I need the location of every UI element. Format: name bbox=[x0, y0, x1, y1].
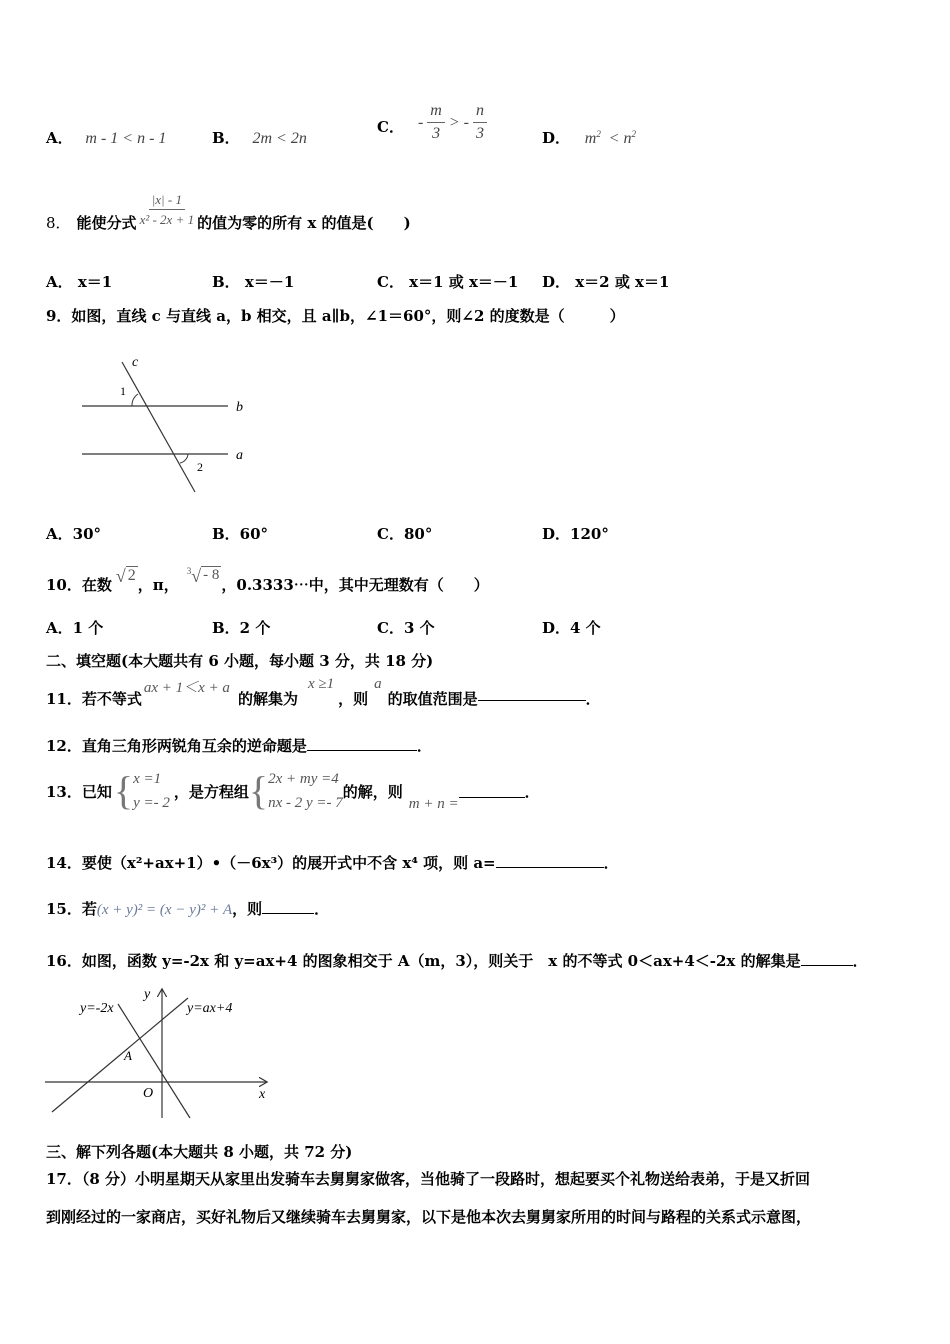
q11-answer-blank[interactable] bbox=[478, 688, 586, 701]
q16-text: 16．如图，函数 y=-2x 和 y=ax+4 的图象相交于 A（m，3），则关于 x 的不等式 0＜ax+4＜-2x 的解集是 bbox=[46, 952, 801, 970]
q15-expr: (x + y)² = (x − y)² + A bbox=[96, 902, 233, 918]
q8-fraction-num: |x| - 1 bbox=[149, 193, 185, 210]
q10-option-d: D．4 个 bbox=[542, 619, 601, 637]
q10-suffix: ，0.3333⋯中，其中无理数有（ ） bbox=[221, 576, 489, 594]
q7-option-c-frac2-num: n bbox=[473, 103, 487, 123]
q10-cbrt-sign: √ bbox=[191, 566, 202, 586]
q16-label-y-ax4: y=ax+4 bbox=[187, 1001, 233, 1016]
q8-fraction-den: x² - 2x + 1 bbox=[139, 212, 195, 227]
q17-line-1: 17．（8 分）小明星期天从家里出发骑车去舅舅家做客，当他骑了一段路时，想起要买个礼物送给表弟，于是又折回 bbox=[46, 1170, 811, 1188]
q13-system-1-line-2: y =- 2 bbox=[133, 795, 170, 811]
q15-suffix: ，则 bbox=[232, 900, 263, 918]
q11-stem bbox=[46, 676, 601, 709]
q10-sqrt-sign: √ bbox=[115, 566, 126, 586]
q8-stem bbox=[46, 186, 411, 233]
q9-option-b: B．60° bbox=[212, 525, 269, 543]
q13-stem bbox=[46, 767, 540, 815]
q13-system-1-lines bbox=[133, 767, 170, 815]
q10-sqrt bbox=[116, 566, 138, 587]
q14-end: ． bbox=[603, 854, 619, 872]
q7-option-b-expr: 2m < 2n bbox=[252, 130, 307, 147]
q10-option-b: B．2 个 bbox=[212, 619, 271, 637]
q13-system-2-line-1: 2x + my =4 bbox=[268, 771, 339, 787]
q7-option-c-frac2 bbox=[473, 103, 487, 142]
q7-option-b bbox=[212, 127, 307, 148]
q8-number: 8． bbox=[46, 214, 71, 232]
q8-prefix: 能使分式 bbox=[76, 214, 137, 232]
q7-option-d-lt: < n bbox=[608, 130, 632, 147]
q7-option-a-label: A． bbox=[46, 129, 73, 147]
q8-fraction bbox=[137, 193, 198, 226]
q10-cbrt-index: 3 bbox=[186, 566, 192, 576]
q11-solution: x ≥1 bbox=[307, 676, 335, 692]
q7-option-c-frac1 bbox=[427, 103, 445, 142]
q13-system-1-line-1: x =1 bbox=[133, 771, 162, 787]
q8-option-b: B． x＝－1 bbox=[212, 273, 295, 291]
q10-option-a: A．1 个 bbox=[46, 619, 104, 637]
q9-option-d: D．120° bbox=[542, 525, 609, 543]
q11-inequality: ax + 1＜x + a bbox=[143, 680, 230, 696]
q10-stem bbox=[46, 558, 489, 595]
q9-label-a: a bbox=[236, 448, 243, 463]
q7-option-d-sup2: 2 bbox=[631, 129, 636, 139]
q9-label-1: 1 bbox=[120, 384, 126, 398]
q13-system-2 bbox=[249, 767, 343, 815]
q10-sqrt-value: 2 bbox=[127, 567, 136, 584]
q11-prefix: 11．若不等式 bbox=[46, 690, 142, 708]
q11-variable: a bbox=[374, 676, 382, 692]
q9-option-a: A．30° bbox=[46, 525, 102, 543]
q15-prefix: 15．若 bbox=[46, 900, 97, 918]
q9-label-2: 2 bbox=[197, 460, 203, 474]
q9-stem: 9．如图，直线 c 与直线 a，b 相交，且 a∥b，∠1＝60°，则∠2 的度数是（ ） bbox=[46, 307, 625, 325]
q9-line-c bbox=[122, 362, 195, 492]
q8-option-d: D． x＝2 或 x＝1 bbox=[542, 273, 670, 291]
q15-stem bbox=[46, 898, 329, 919]
q16-label-y: y bbox=[144, 987, 151, 1002]
q11-mid2: ，则 bbox=[338, 690, 369, 708]
q10-cbrt bbox=[187, 566, 222, 587]
q11-end: ． bbox=[585, 690, 601, 708]
q16-label-y-neg2x: y=-2x bbox=[80, 1001, 114, 1016]
q12-end: ． bbox=[416, 737, 432, 755]
q12-answer-blank[interactable] bbox=[307, 738, 417, 751]
q7-option-c bbox=[377, 103, 487, 142]
q9-label-c: c bbox=[132, 355, 139, 370]
q13-answer-blank[interactable] bbox=[459, 785, 525, 798]
q14-stem bbox=[46, 852, 619, 873]
q16-label-O: O bbox=[143, 1086, 154, 1101]
q13-system-2-brace: { bbox=[248, 768, 269, 813]
q13-system-1-brace: { bbox=[113, 768, 134, 813]
q14-text: 14．要使（x²+ax+1）•（－6x³）的展开式中不含 x⁴ 项，则 a= bbox=[46, 854, 496, 872]
q10-option-c: C．3 个 bbox=[377, 619, 435, 637]
section-2-heading: 二、填空题(本大题共有 6 小题，每小题 3 分，共 18 分) bbox=[46, 652, 434, 670]
q7-option-c-label: C． bbox=[377, 118, 404, 136]
q16-end: ． bbox=[852, 952, 868, 970]
q7-option-d-m: m bbox=[584, 130, 597, 147]
q13-system-1 bbox=[114, 767, 170, 815]
q7-option-d-label: D． bbox=[542, 129, 571, 147]
q7-option-d-sup1: 2 bbox=[596, 129, 601, 139]
q13-suffix: 的解，则 bbox=[342, 782, 403, 801]
q12-stem bbox=[46, 735, 432, 756]
q12-text: 12．直角三角形两锐角互余的逆命题是 bbox=[46, 737, 307, 755]
q7-option-d bbox=[542, 127, 636, 148]
q14-answer-blank[interactable] bbox=[496, 855, 604, 868]
q15-answer-blank[interactable] bbox=[262, 901, 314, 914]
q16-answer-blank[interactable] bbox=[801, 953, 853, 966]
q7-option-b-label: B． bbox=[212, 129, 240, 147]
q13-system-2-line-2: nx - 2 y =- 7 bbox=[268, 795, 343, 811]
q15-end: ． bbox=[314, 900, 330, 918]
q8-suffix: 的值为零的所有 x 的值是( ) bbox=[197, 214, 411, 232]
q9-figure bbox=[70, 348, 260, 498]
section-3-heading: 三、解下列各题(本大题共 8 小题，共 72 分) bbox=[46, 1143, 353, 1161]
q16-label-x: x bbox=[259, 1087, 266, 1102]
q13-mid: ，是方程组 bbox=[173, 782, 249, 801]
q7-option-c-neg: - bbox=[417, 113, 424, 131]
q16-label-A: A bbox=[124, 1048, 132, 1063]
q11-suffix: 的取值范围是 bbox=[387, 690, 478, 708]
q7-option-a bbox=[46, 127, 166, 148]
q7-option-c-gt: > - bbox=[448, 113, 469, 131]
q13-expr: m + n = bbox=[408, 795, 459, 812]
q17-line-2: 到刚经过的一家商店，买好礼物后又继续骑车去舅舅家，以下是他本次去舅舅家所用的时间与路程的关系式示意图， bbox=[46, 1208, 812, 1226]
q9-option-c: C．80° bbox=[377, 525, 433, 543]
q9-label-b: b bbox=[236, 400, 243, 415]
q13-system-2-lines bbox=[268, 767, 343, 815]
q13-prefix: 13．已知 bbox=[46, 782, 112, 801]
q9-angle-2-arc bbox=[180, 454, 188, 463]
q16-line-y-ax4 bbox=[52, 998, 188, 1112]
q16-figure bbox=[40, 982, 280, 1122]
q11-mid: 的解集为 bbox=[237, 690, 298, 708]
q7-option-c-frac1-num: m bbox=[427, 103, 445, 123]
q9-angle-1-arc bbox=[132, 394, 138, 406]
q8-option-a: A． x＝1 bbox=[46, 273, 113, 291]
q7-option-c-frac1-den: 3 bbox=[432, 125, 441, 142]
q7-option-c-frac2-den: 3 bbox=[475, 125, 484, 142]
q16-stem bbox=[46, 950, 868, 971]
q8-option-c: C． x＝1 或 x＝－1 bbox=[377, 273, 519, 291]
q7-option-a-expr: m - 1 < n - 1 bbox=[85, 130, 167, 147]
q13-end: ． bbox=[524, 782, 540, 801]
q10-mid: ，π， bbox=[137, 576, 179, 594]
q10-cbrt-value: - 8 bbox=[203, 567, 220, 583]
q10-prefix: 10．在数 bbox=[46, 576, 112, 594]
